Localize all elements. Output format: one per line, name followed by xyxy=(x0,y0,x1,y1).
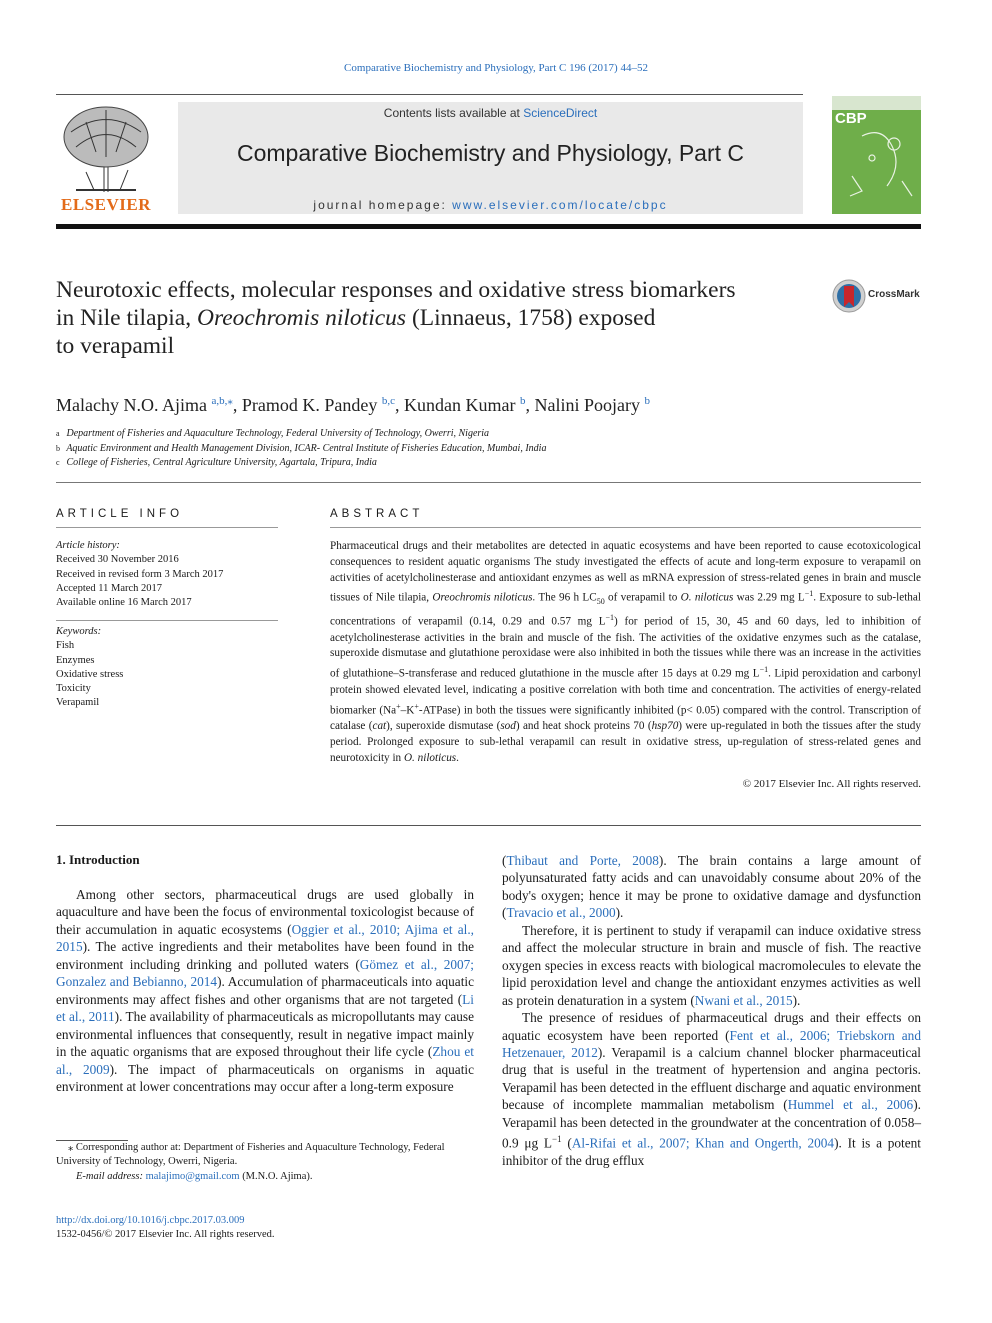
affiliation-text: Department of Fisheries and Aquaculture Technology, Federal University of Technology, Owerri, Nigeria xyxy=(66,428,490,439)
keyword-item: Enzymes xyxy=(56,654,95,666)
affiliations xyxy=(56,427,856,471)
crossmark-icon xyxy=(832,279,866,313)
affiliation-label: c xyxy=(56,458,60,467)
keyword-item: Oxidative stress xyxy=(56,668,124,680)
journal-title: Comparative Biochemistry and Physiology, Part C xyxy=(236,140,745,166)
affiliation-item xyxy=(56,456,856,471)
abstract-body: Pharmaceutical drugs and their metabolites are detected in aquatic ecosystems and have been reported to cause ecotoxicological consequences to resident aquatic organisms The study investigated the effects of acute and long-term exposure to verapamil on activities of acetylcholinesterase and antioxidant enzymes as well as mRNA expression of stress-related genes in brain and muscle tissues of Nile tilapia, Oreochromis niloticus. The 96 h $LC_{50}$ of verapamil to O. niloticus was 2.29 mg $L^{-1}$. Exposure to sub-lethal concentrations of verapamil (0.14, 0.29 and 0.57 mg $L^{-1}$) for period of 15, 30, 45 and 60 days, led to inhibition of acetylcholinesterase activities in the brain and muscle of the fish. The activities of the oxidative enzymes such as the catalase, superoxide dismutase and glutathione peroxidase were also inhibited in both the tissues while there was an increase in the activities of glutathione–S-transferase and reduced glutathione in the muscle after 15 days at 0.29 mg $L^{-1}$. Lipid peroxidation and carbonyl protein showed elevated level, indicating a positive correlation with both time and concentration. The activities of energy-related biomarker (Na+–K+-ATPase) in both the tissues were significantly inhibited (p< 0.05) compared with the control. Transcription of catalase (cat), superoxide dismutase (sod) and heat shock proteins 70 (hsp70) were up-regulated in both the tissues after the study period. Prolonged exposure to sub-lethal verapamil can result in oxidative stress, up-regulation of stress-related genes and neurotoxicity in O. niloticus. xyxy=(330,540,921,764)
affiliation-label: a xyxy=(56,429,60,438)
cover-art-icon xyxy=(832,96,921,214)
author[interactable]: Kundan Kumar $^b$ xyxy=(404,395,526,415)
paragraph: (Thibaut and Porte, 2008). The brain contains a large amount of polyunsaturated fatty acids and can unavoidably consume about 20% of the body's oxygen; hence it may be prone to oxidative damage and dysfunction (Travacio et al., 2000). xyxy=(502,853,921,921)
footnote-mark: ⁎ xyxy=(68,1142,74,1153)
affiliation-text: Aquatic Environment and Health Management Division, ICAR- Central Institute of Fisheries Education, Mumbai, India xyxy=(66,442,547,454)
citation-link[interactable]: Al-Rifai et al., 2007; Khan and Ongerth, 2004 xyxy=(571,1135,835,1151)
citation-link[interactable]: Travacio et al., 2000 xyxy=(506,905,616,921)
history-label: Article history: xyxy=(56,540,120,551)
crossmark-label: CrossMark xyxy=(868,289,920,300)
citation-link[interactable]: Fent et al., 2006; Triebskorn and Hetzenauer, 2012 xyxy=(502,1027,921,1060)
cover-abbrev: CBP xyxy=(835,110,867,127)
title-line-2-post: (Linnaeus, 1758) exposed xyxy=(406,305,656,331)
footnote-text: Corresponding author at: Department of Fisheries and Aquaculture Technology, Federal University of Technology, Owerri, Nigeria. xyxy=(56,1142,445,1168)
journal-reference[interactable]: Comparative Biochemistry and Physiology, Part C 196 (2017) 44–52 xyxy=(344,62,648,74)
paragraph: The presence of residues of pharmaceutical drugs and their effects on aquatic ecosystem have been reported (Fent et al., 2006; Triebskorn and Hetzenauer, 2012). Verapamil is a calcium channel blocker pharmaceutical drug that is useful in the treatment of hypertension and angina pectoris. Verapamil has been detected in the effluent discharge and aquatic environment because of incomplete mammalian metabolism (Hummel et al., 2006). Verapamil has been detected in the groundwater at the concentration of 0.058–0.9 μg $L^{-1}$ (Al-Rifai et al., 2007; Khan and Ongerth, 2004). It is a potent inhibitor of the drug efflux xyxy=(502,1010,921,1169)
body-column-left xyxy=(56,886,474,1095)
email-label: E-mail address: xyxy=(76,1170,146,1182)
history-item: Received in revised form 3 March 2017 xyxy=(56,568,224,580)
article-history xyxy=(56,539,278,610)
keywords xyxy=(56,625,278,711)
article-title xyxy=(56,276,801,360)
masthead-bottom-rule xyxy=(56,224,921,229)
paragraph: Therefore, it is pertinent to study if verapamil can induce oxidative stress and affect the molecular structure in brain and muscle of fish. The reactive oxygen species in excess reacts with biological macromolecules to elevate the lipid peroxidation level and change the antioxidant enzymes activities as well as protein denaturation in a system (Nwani et al., 2015). xyxy=(502,922,921,1008)
doi-block xyxy=(56,1214,275,1243)
author-list: Malachy N.O. Ajima $^{a,b,⁎}$, Pramod K. Pandey $^{b,c}$, Kundan Kumar $^b$, Nalini Poojary $^b$ xyxy=(56,395,650,415)
abstract-heading: ABSTRACT xyxy=(330,508,424,520)
keyword-item: Verapamil xyxy=(56,697,100,709)
keyword-item: Toxicity xyxy=(56,683,91,695)
keyword-item: Fish xyxy=(56,640,75,652)
history-item: Received 30 November 2016 xyxy=(56,554,179,566)
sciencedirect-link[interactable]: ScienceDirect xyxy=(523,106,598,120)
title-line-3: to verapamil xyxy=(56,333,175,359)
citation-link[interactable]: Hummel et al., 2006 xyxy=(787,1097,914,1113)
homepage-prefix: journal homepage: xyxy=(313,198,453,212)
issn-line: 1532-0456/© 2017 Elsevier Inc. All rights reserved. xyxy=(56,1229,275,1241)
title-line-1: Neurotoxic effects, molecular responses and oxidative stress biomarkers xyxy=(56,277,736,303)
citation-link[interactable]: Li et al., 2011 xyxy=(56,991,474,1025)
affiliation-item xyxy=(56,427,856,442)
citation-link[interactable]: Oggier et al., 2010; Ajima et al., 2015 xyxy=(56,921,474,955)
citation-link[interactable]: Zhou et al., 2009 xyxy=(56,1044,474,1077)
elsevier-wordmark: ELSEVIER xyxy=(61,195,151,214)
email-link[interactable]: malajimo@gmail.com xyxy=(145,1170,240,1182)
email-owner: (M.N.O. Ajima). xyxy=(239,1170,313,1182)
divider xyxy=(330,527,921,528)
author[interactable]: Pramod K. Pandey $^{b,c}$ xyxy=(241,395,395,415)
affiliation-item xyxy=(56,442,856,457)
divider xyxy=(56,527,278,528)
abstract-copyright: © 2017 Elsevier Inc. All rights reserved. xyxy=(742,778,921,790)
corresponding-author-footnote xyxy=(56,1141,476,1184)
citation-link[interactable]: Thibaut and Porte, 2008 xyxy=(506,853,659,868)
author-affiliation-marks[interactable]: b xyxy=(644,395,650,407)
author-affiliation-marks[interactable]: a,b,⁎ xyxy=(211,395,233,407)
journal-cover[interactable] xyxy=(832,96,921,214)
author-affiliation-marks[interactable]: b,c xyxy=(381,395,395,407)
author[interactable]: Nalini Poojary $^b$ xyxy=(534,395,650,415)
history-item: Accepted 11 March 2017 xyxy=(56,582,163,594)
homepage-line xyxy=(178,198,803,212)
author-affiliation-marks[interactable]: b xyxy=(519,395,526,407)
affiliation-text: College of Fisheries, Central Agriculture University, Agartala, Tripura, India xyxy=(66,457,377,468)
divider xyxy=(56,825,921,826)
article-info-heading: ARTICLE INFO xyxy=(56,508,184,520)
affiliation-label: b xyxy=(56,443,60,453)
contents-line xyxy=(178,106,803,120)
journal-homepage-link[interactable]: www.elsevier.com/locate/cbpc xyxy=(452,198,668,212)
divider xyxy=(56,482,921,483)
citation-link[interactable]: Gömez et al., 2007; Gonzalez and Bebianno, 2014 xyxy=(56,956,474,990)
author[interactable]: Malachy N.O. Ajima $^{a,b,⁎}$ xyxy=(56,395,233,415)
crossmark-badge[interactable] xyxy=(832,279,924,313)
paragraph: Among other sectors, pharmaceutical drugs are used globally in aquaculture and have been the focus of environmental toxicologist because of their accumulation in aquatic ecosystems (Oggier et al., 2010; Ajima et al., 2015). The active ingredients and their metabolites have been found in the environment including drinking and polluted waters (Gömez et al., 2007; Gonzalez and Bebianno, 2014). Accumulation of pharmaceuticals into aquatic environments may affect fishes and other organisms that are not targeted (Li et al., 2011). The availability of pharmaceuticals as micropollutants may cause environmental influences that consequently, result in negative impact mainly in the aquatic organisms that are exposed throughout their life cycle (Zhou et al., 2009). The impact of pharmaceuticals on organisms in aquatic environment at lower concentrations may occur after a long-term exposure xyxy=(56,887,474,1094)
elsevier-tree-icon xyxy=(56,102,156,194)
keywords-label: Keywords: xyxy=(56,626,102,637)
section-heading-introduction: 1. Introduction xyxy=(56,852,140,867)
title-line-2-pre: in Nile tilapia, xyxy=(56,305,197,331)
citation-link[interactable]: Nwani et al., 2015 xyxy=(694,992,793,1008)
history-item: Available online 16 March 2017 xyxy=(56,597,192,609)
title-species: Oreochromis niloticus xyxy=(196,305,407,331)
contents-prefix: Contents lists available at xyxy=(383,106,524,120)
masthead-top-rule xyxy=(56,94,803,95)
elsevier-logo[interactable] xyxy=(56,102,156,215)
body-column-right xyxy=(502,852,921,1170)
masthead xyxy=(178,102,803,214)
doi-link[interactable]: http://dx.doi.org/10.1016/j.cbpc.2017.03.009 xyxy=(56,1215,245,1226)
divider xyxy=(56,620,278,621)
